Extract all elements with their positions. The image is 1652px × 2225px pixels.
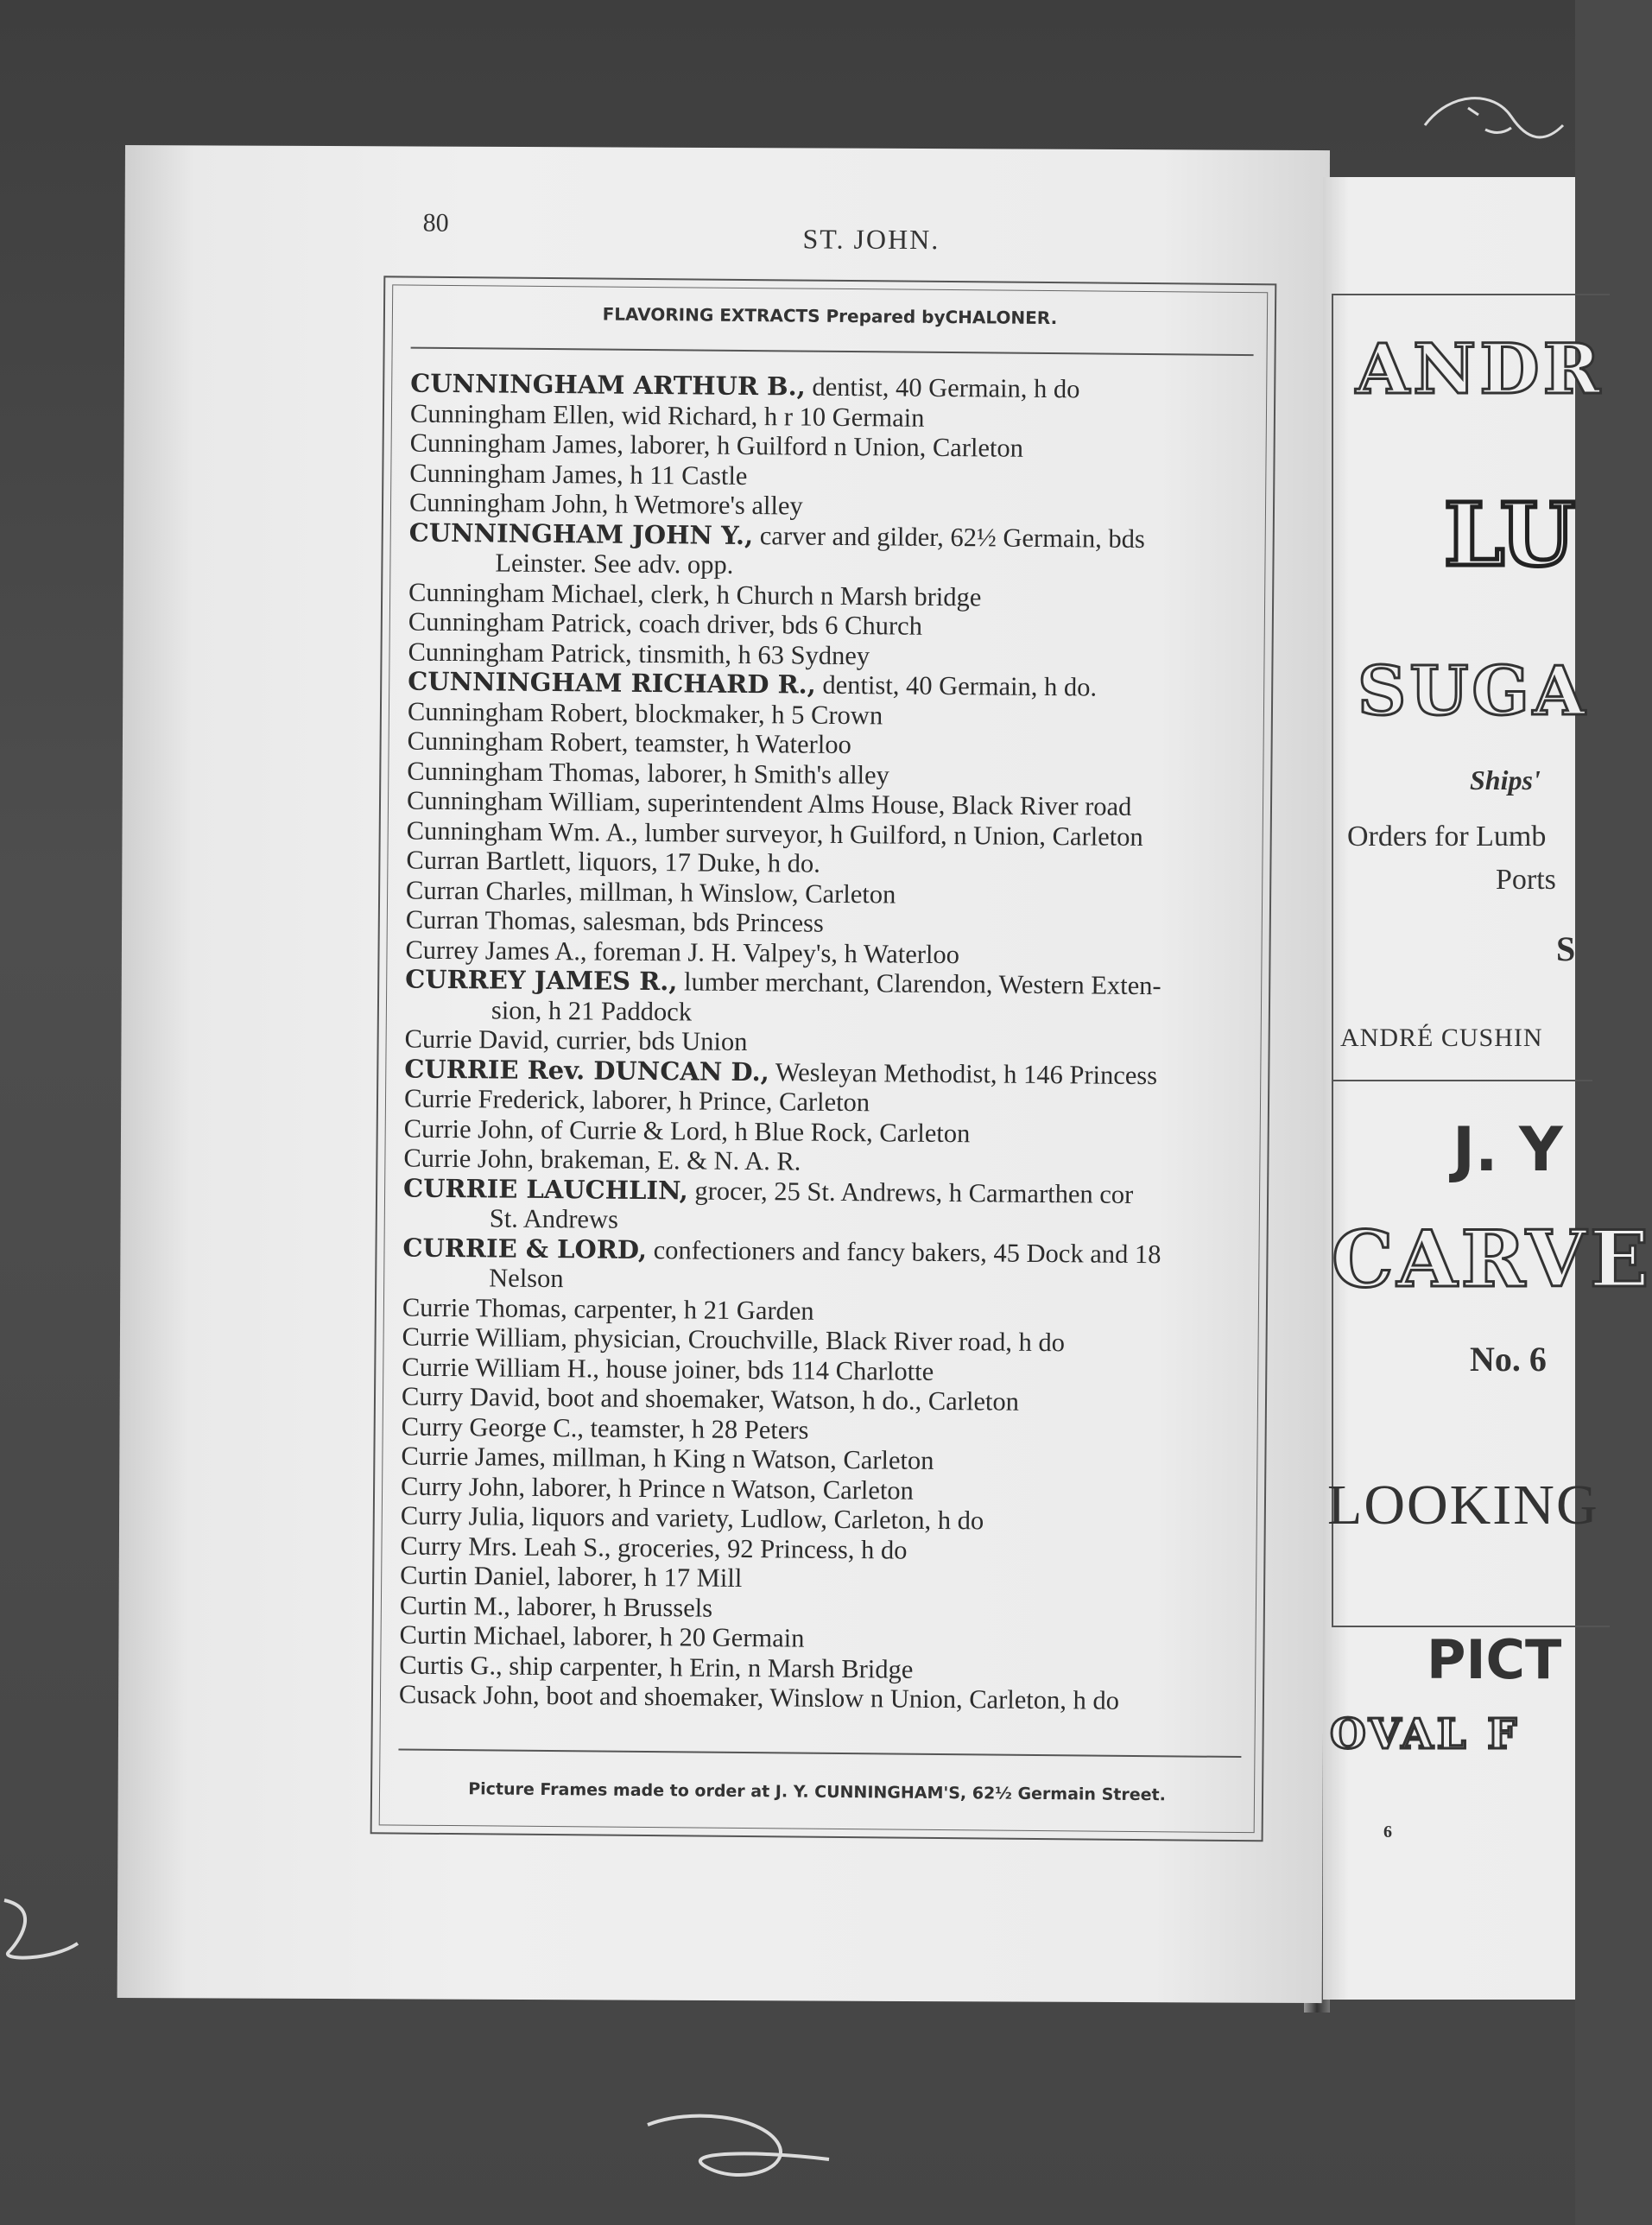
entry-text: Curtis G., ship carpenter, h Erin, n Marsh Bridge <box>399 1650 914 1684</box>
entry-text: Curry George C., teamster, h 28 Peters <box>401 1411 809 1445</box>
entry-text: carver and gilder, 62½ Germain, bds <box>753 520 1145 554</box>
entry-text: Cunningham John, h Wetmore's alley <box>408 487 803 521</box>
entry-text: Currie Frederick, laborer, h Prince, Carleton <box>403 1083 870 1118</box>
entry-text: Cunningham Robert, blockmaker, h 5 Crown <box>407 696 883 730</box>
bottom-advert-banner: Picture Frames made to order at J. Y. CUNNINGHAM'S, 62½ Germain Street. <box>468 1779 1166 1805</box>
entry-name-bold: CURRIE LAUCHLIN, <box>402 1173 688 1205</box>
entry-text: Currie James, millman, h King n Watson, Carleton <box>401 1441 934 1475</box>
advert-line-8: ANDRÉ CUSHIN <box>1340 1024 1543 1052</box>
entry-name-bold: CURRIE Rev. DUNCAN D., <box>404 1054 769 1087</box>
entry-text: Cunningham Michael, clerk, h Church n Marsh bridge <box>408 577 982 612</box>
pencil-scribble-bottom <box>639 2090 846 2211</box>
entry-text: Curry Mrs. Leah S., groceries, 92 Princess, h do <box>400 1531 908 1565</box>
entry-text: grocer, 25 St. Andrews, h Carmarthen cor <box>687 1175 1134 1209</box>
advert-line-2: LU <box>1444 484 1576 586</box>
entry-name-bold: CUNNINGHAM RICHARD R., <box>408 666 816 700</box>
entry-text: Cunningham James, laborer, h Guilford n Union, Carleton <box>409 428 1024 463</box>
entry-text: Currie William, physician, Crouchville, Black River road, h do <box>402 1322 1066 1358</box>
directory-entries <box>399 369 1257 1717</box>
entry-text: Curran Charles, millman, h Winslow, Carleton <box>405 875 896 910</box>
entry-name-bold: CUNNINGHAM JOHN Y., <box>408 517 754 550</box>
left-page <box>117 145 1330 2003</box>
entry-text: Curry Julia, liquors and variety, Ludlow, Carleton, h do <box>400 1500 984 1536</box>
entry-text: Cunningham James, h 11 Castle <box>409 458 748 491</box>
entry-text: Curtin Michael, laborer, h 20 Germain <box>399 1620 805 1653</box>
advert-line-4: Ships' <box>1470 764 1541 796</box>
advert-line-7: S <box>1556 929 1576 968</box>
entry-text: Cunningham Patrick, coach driver, bds 6 Church <box>408 606 923 641</box>
entry-text: Cunningham Thomas, laborer, h Smith's alley <box>407 756 890 789</box>
entry-text: Currie David, currier, bds Union <box>404 1024 748 1057</box>
entry-text: St. Andrews <box>489 1203 619 1234</box>
entry-text: Cunningham Patrick, tinsmith, h 63 Sydney <box>408 637 870 670</box>
advert-line-13: PICT <box>1427 1628 1562 1691</box>
entry-name-bold: CURREY JAMES R., <box>405 964 678 997</box>
entry-text: Curry David, boot and shoemaker, Watson, h do., Carleton <box>401 1381 1020 1417</box>
advert-line-3: SUGA <box>1358 652 1589 731</box>
advert-line-11: No. 6 <box>1470 1340 1547 1379</box>
top-advert-banner: FLAVORING EXTRACTS Prepared byCHALONER. <box>602 303 1058 329</box>
entry-name-bold: CUNNINGHAM ARTHUR B., <box>410 368 806 402</box>
entry-text: dentist, 40 Germain, h do <box>805 371 1080 404</box>
entry-text: Currie John, brakeman, E. & N. A. R. <box>403 1143 801 1176</box>
advert-line-5: Orders for Lumb <box>1347 821 1547 853</box>
entry-text: Cunningham William, superintendent Alms House, Black River road <box>406 785 1132 821</box>
entry-text: lumber merchant, Clarendon, Western Exten- <box>677 967 1161 1001</box>
entry-text: Wesleyan Methodist, h 146 Princess <box>769 1056 1158 1090</box>
entry-text: Currie John, of Currie & Lord, h Blue Rock, Carleton <box>403 1113 971 1148</box>
entry-text: Cusack John, boot and shoemaker, Winslow n Union, Carleton, h do <box>398 1679 1120 1715</box>
right-page-signature-mark: 6 <box>1383 1822 1392 1841</box>
running-head: ST. JOHN. <box>802 223 940 256</box>
advert-line-6: Ports <box>1496 864 1556 896</box>
advert-line-10: CARVE <box>1332 1214 1652 1305</box>
entry-text: dentist, 40 Germain, h do. <box>815 669 1098 702</box>
entry-text: Nelson <box>489 1263 564 1294</box>
entry-text: Curry John, laborer, h Prince n Watson, Carleton <box>400 1471 915 1506</box>
right-page-advert <box>1323 177 1652 2000</box>
advert-line-12: LOOKING <box>1327 1474 1599 1537</box>
entry-text: Curtin M., laborer, h Brussels <box>399 1590 713 1623</box>
pencil-scribble-top-right <box>1416 82 1572 160</box>
entry-text: Curran Thomas, salesman, bds Princess <box>405 904 824 938</box>
entry-text: Cunningham Ellen, wid Richard, h r 10 Germain <box>409 398 925 433</box>
entry-text: Leinster. See adv. opp. <box>495 548 734 580</box>
directory-frame <box>370 276 1277 1841</box>
entry-name-bold: CURRIE & LORD, <box>402 1233 648 1265</box>
pencil-scribble-left <box>0 1883 95 1978</box>
entry-text: Curtin Daniel, laborer, h 17 Mill <box>400 1560 743 1593</box>
entry-text: Cunningham Robert, teamster, h Waterloo <box>407 726 851 760</box>
entry-text: Curran Bartlett, liquors, 17 Duke, h do. <box>406 845 821 878</box>
entry-text: confectioners and fancy bakers, 45 Dock and 18 <box>646 1234 1161 1269</box>
entry-text: Currie Thomas, carpenter, h 21 Garden <box>402 1292 814 1326</box>
page-number: 80 <box>422 208 449 238</box>
entry-text: Currey James A., foreman J. H. Valpey's, h Waterloo <box>405 935 960 969</box>
advert-line-9: J. Y <box>1453 1114 1563 1185</box>
entry-text: Currie William H., house joiner, bds 114 Charlotte <box>402 1352 934 1386</box>
advert-line-1: ANDR <box>1356 328 1605 409</box>
advert-divider <box>1333 1080 1592 1081</box>
advert-line-14: OVAL F <box>1330 1710 1521 1759</box>
entry-text: Cunningham Wm. A., lumber surveyor, h Guilford, n Union, Carleton <box>406 815 1143 852</box>
entry-text: sion, h 21 Paddock <box>491 994 693 1026</box>
